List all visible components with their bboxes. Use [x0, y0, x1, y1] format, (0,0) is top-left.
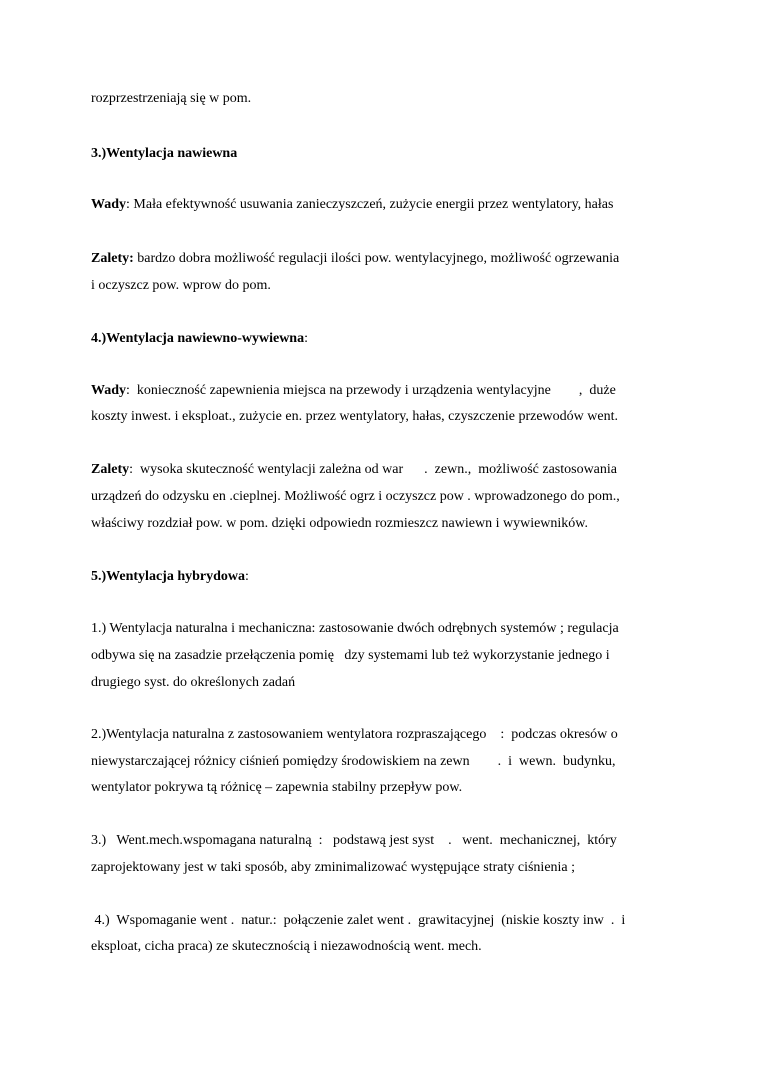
list-item-1 [91, 620, 671, 638]
text-line [91, 408, 671, 426]
list-item-3 [91, 832, 671, 850]
paragraph-text: 3.) Went.mech.wspomagana naturalną : podstawą jest syst . went. mechanicznej, który [91, 833, 617, 848]
paragraph-text: : Mała efektywność usuwania zanieczyszczeń, zużycie energii przez wentylatory, hałas [126, 197, 614, 212]
text-line [91, 674, 671, 692]
wady-label: Wady [91, 383, 127, 398]
paragraph-text: : konieczność zapewnienia miejsca na przewody i urządzenia wentylacyjne , duże [126, 383, 616, 398]
heading-text: 4.)Wentylacja nawiewno-wywiewna [91, 331, 305, 346]
wady-paragraph-2 [91, 382, 671, 400]
wady-label: Wady [91, 197, 127, 212]
paragraph-text: właściwy rozdział pow. w pom. dzięki odpowiedn rozmieszcz nawiewn i wywiewników. [91, 516, 588, 531]
text-line [91, 515, 671, 533]
text-line [91, 938, 671, 956]
text-line [91, 277, 671, 295]
heading-colon: : [245, 569, 249, 584]
text-line [91, 753, 671, 771]
list-item-4 [91, 912, 671, 930]
paragraph-text: 4.) Wspomaganie went . natur.: połączenie zalet went . grawitacyjnej (niskie koszty inw . i [91, 913, 626, 928]
heading-colon: : [304, 331, 308, 346]
paragraph-text: 2.)Wentylacja naturalna z zastosowaniem wentylatora rozpraszającego : podczas okresów o [91, 727, 618, 742]
paragraph-text: i oczyszcz pow. wprow do pom. [91, 278, 271, 293]
heading-text: 3.)Wentylacja nawiewna [91, 146, 238, 161]
text-line [91, 779, 671, 797]
text-line [91, 647, 671, 665]
list-item-2 [91, 726, 671, 744]
wady-paragraph-1 [91, 196, 671, 214]
text-line [91, 90, 671, 108]
zalety-paragraph-2 [91, 461, 671, 479]
heading-text: 5.)Wentylacja hybrydowa [91, 569, 245, 584]
paragraph-text: odbywa się na zasadzie przełączenia pomię dzy systemami lub też wykorzystanie jednego i [91, 648, 610, 663]
zalety-label: Zalety [91, 462, 130, 477]
paragraph-text: 1.) Wentylacja naturalna i mechaniczna: zastosowanie dwóch odrębnych systemów ; regulacja [91, 621, 619, 636]
section-heading-5 [91, 568, 671, 586]
paragraph-text: koszty inwest. i eksploat., zużycie en. przez wentylatory, hałas, czyszczenie przewodów went. [91, 409, 618, 424]
text-line [91, 859, 671, 877]
zalety-label: Zalety: [91, 251, 134, 266]
paragraph-text: niewystarczającej różnicy ciśnień pomiędzy środowiskiem na zewn . i wewn. budynku, [91, 754, 616, 769]
paragraph-text: bardzo dobra możliwość regulacji ilości pow. wentylacyjnego, możliwość ogrzewania [133, 251, 620, 266]
paragraph-text: rozprzestrzeniają się w pom. [91, 91, 252, 106]
paragraph-text: wentylator pokrywa tą różnicę – zapewnia stabilny przepływ pow. [91, 780, 463, 795]
paragraph-text: urządzeń do odzysku en .cieplnej. Możliwość ogrz i oczyszcz pow . wprowadzonego do pom., [91, 489, 620, 504]
zalety-paragraph-1 [91, 250, 671, 268]
paragraph-text: drugiego syst. do określonych zadań [91, 675, 296, 690]
paragraph-text: zaprojektowany jest w taki sposób, aby zminimalizować występujące straty ciśnienia ; [91, 860, 576, 875]
section-heading-4 [91, 330, 671, 348]
paragraph-text: eksploat, cicha praca) ze skutecznością i niezawodnością went. mech. [91, 939, 482, 954]
paragraph-text: : wysoka skuteczność wentylacji zależna od war . zewn., możliwość zastosowania [129, 462, 618, 477]
text-line [91, 488, 671, 506]
section-heading-3 [91, 145, 671, 163]
